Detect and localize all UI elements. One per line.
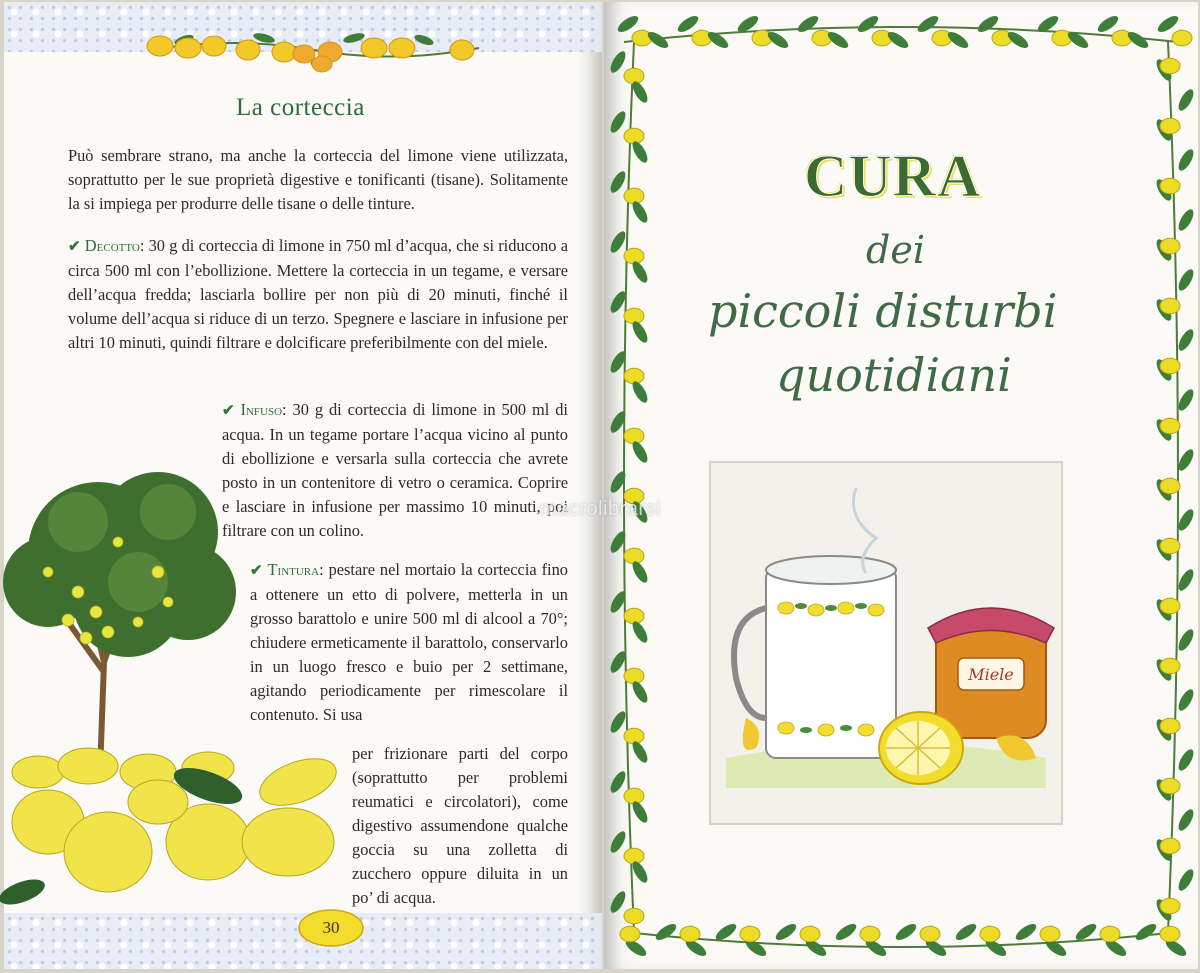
- check-icon: ✔: [250, 563, 263, 579]
- lemon-icon: [624, 608, 644, 624]
- decotto-label: Decotto: [84, 236, 140, 255]
- intro-paragraph: Può sembrare strano, ma anche la corteccia del limone viene utilizzata, soprattutto per le sue proprietà digestive e tonificanti (tisane). Solitamente la si impiega per produrre delle tisane o delle tinture.: [68, 146, 568, 213]
- decotto-paragraph: [68, 234, 568, 355]
- lemon-icon: [624, 188, 644, 204]
- leaf-icon: [1176, 147, 1197, 173]
- lemon-icon: [1160, 178, 1180, 194]
- leaf-icon: [1176, 387, 1197, 413]
- lemon-icon: [1160, 418, 1180, 434]
- leaf-icon: [1013, 921, 1038, 943]
- leaf-icon: [608, 709, 629, 735]
- lemon-icon: [624, 668, 644, 684]
- leaf-icon: [833, 921, 858, 943]
- lemon-icon: [1160, 358, 1180, 374]
- lemon-icon: [1160, 838, 1180, 854]
- lemon-icon: [1100, 926, 1120, 942]
- leaf-icon: [608, 109, 629, 135]
- lemon-icon: [624, 848, 644, 864]
- lemon-icon: [624, 68, 644, 84]
- leaf-icon: [608, 829, 629, 855]
- infuso-text: : 30 g di corteccia di limone in 500 ml di acqua. In un tegame portare l’acqua vicino al punto di ebollizione e versarla sulla corteccia che avrete posto in un contenitore di vetro o ceramica. Coprire e lasciare in infusione per massimo 10 minuti, poi filtrare con un colino.: [222, 400, 568, 540]
- infuso-paragraph: [222, 398, 568, 543]
- leaf-icon: [608, 169, 629, 195]
- leaf-icon: [653, 921, 678, 943]
- check-icon: ✔: [222, 403, 235, 419]
- leaf-icon: [608, 769, 629, 795]
- lemon-icon: [1160, 298, 1180, 314]
- lemon-icon: [680, 926, 700, 942]
- leaf-icon: [1133, 921, 1158, 943]
- section-heading: La corteccia: [236, 94, 365, 121]
- lemon-icon: [860, 926, 880, 942]
- leaf-icon: [953, 921, 978, 943]
- lemon-icon: [1160, 478, 1180, 494]
- tintura-text: : pestare nel mortaio la corteccia fino a ottenere un etto di polvere, metterla in un grosso barattolo e unire 500 ml di alcool a 70°; chiudere ermeticamente il barattolo, conservarlo in un luogo fresco e buio per 2 settimane, agitando periodicamente per rimescolare il contenuto. Si usa: [250, 560, 568, 724]
- leaf-icon: [1176, 627, 1197, 653]
- tintura-paragraph-continued: per frizionare parti del corpo (soprattutto per problemi reumatici e circolatori), come digestivo assumendone qualche goccia su una zolletta di zucchero oppure diluita in un po’ di acqua.: [352, 744, 568, 907]
- title-cura: CURA: [804, 143, 982, 209]
- leaf-icon: [1176, 267, 1197, 293]
- right-page: [540, 2, 1198, 969]
- leaf-icon: [1176, 747, 1197, 773]
- leaf-icon: [1176, 807, 1197, 833]
- tintura-label: Tintura: [267, 560, 320, 579]
- tea-and-honey-illustration: [706, 458, 1066, 828]
- lemon-icon: [624, 308, 644, 324]
- leaf-icon: [1176, 687, 1197, 713]
- lemon-icon: [1160, 778, 1180, 794]
- infuso-label: Infuso: [240, 400, 283, 419]
- lemon-icon: [740, 926, 760, 942]
- lemon-icon: [624, 368, 644, 384]
- left-page: [4, 2, 602, 969]
- leaf-icon: [1176, 87, 1197, 113]
- leaf-icon: [1176, 207, 1197, 233]
- lemon-icon: [1040, 926, 1060, 942]
- lemon-icon: [1160, 598, 1180, 614]
- title-dei: dei: [866, 228, 925, 272]
- tintura-paragraph: [250, 558, 568, 727]
- lemon-icon: [1160, 718, 1180, 734]
- lemon-icon: [800, 926, 820, 942]
- leaf-icon: [773, 921, 798, 943]
- lemon-icon: [1160, 58, 1180, 74]
- page-number-badge: [296, 908, 366, 948]
- title-piccoli-disturbi: piccoli disturbi: [708, 284, 1058, 338]
- leaf-icon: [608, 529, 629, 555]
- leaf-icon: [608, 49, 629, 75]
- watermark: macrolibrarsi: [540, 498, 661, 520]
- lemon-icon: [624, 128, 644, 144]
- lemon-tree-illustration: [8, 442, 268, 782]
- lemon-icon: [1160, 926, 1180, 942]
- leaf-icon: [893, 921, 918, 943]
- lemon-icon: [624, 548, 644, 564]
- lemon-garland-illustration: [144, 26, 484, 74]
- lemon-icon: [1160, 898, 1180, 914]
- leaf-icon: [608, 889, 629, 915]
- lemon-icon: [1160, 118, 1180, 134]
- lemon-icon: [624, 428, 644, 444]
- lemon-icon: [620, 926, 640, 942]
- lemon-icon: [1160, 538, 1180, 554]
- jar-label: Miele: [968, 665, 1014, 684]
- lemons-pile-illustration: [8, 742, 368, 912]
- page-number: 30: [322, 918, 340, 937]
- leaf-icon: [608, 469, 629, 495]
- lemon-icon: [1160, 658, 1180, 674]
- leaf-icon: [1176, 327, 1197, 353]
- lemon-icon: [980, 926, 1000, 942]
- title-quotidiani: quotidiani: [776, 348, 1012, 402]
- leaf-icon: [1176, 567, 1197, 593]
- decotto-text: : 30 g di corteccia di limone in 750 ml d’acqua, che si riducono a circa 500 ml con l’ebollizione. Mettere la corteccia in un tegame, e versare dell’acqua fredda; lasciarla bollire per non più di 20 minuti, finché il volume dell’acqua si riduce di un terzo. Spegnere e lasciare in infusione per altri 10 minuti, quindi filtrare e dolcificare preferibilmente con del miele.: [68, 236, 568, 352]
- lemon-icon: [624, 908, 644, 924]
- lemon-icon: [624, 788, 644, 804]
- lemon-icon: [1172, 30, 1192, 46]
- leaf-icon: [608, 229, 629, 255]
- lemon-icon: [624, 728, 644, 744]
- check-icon: ✔: [68, 239, 81, 255]
- leaf-icon: [1176, 867, 1197, 893]
- lemon-icon: [920, 926, 940, 942]
- lemon-icon: [1160, 238, 1180, 254]
- lemon-icon: [624, 248, 644, 264]
